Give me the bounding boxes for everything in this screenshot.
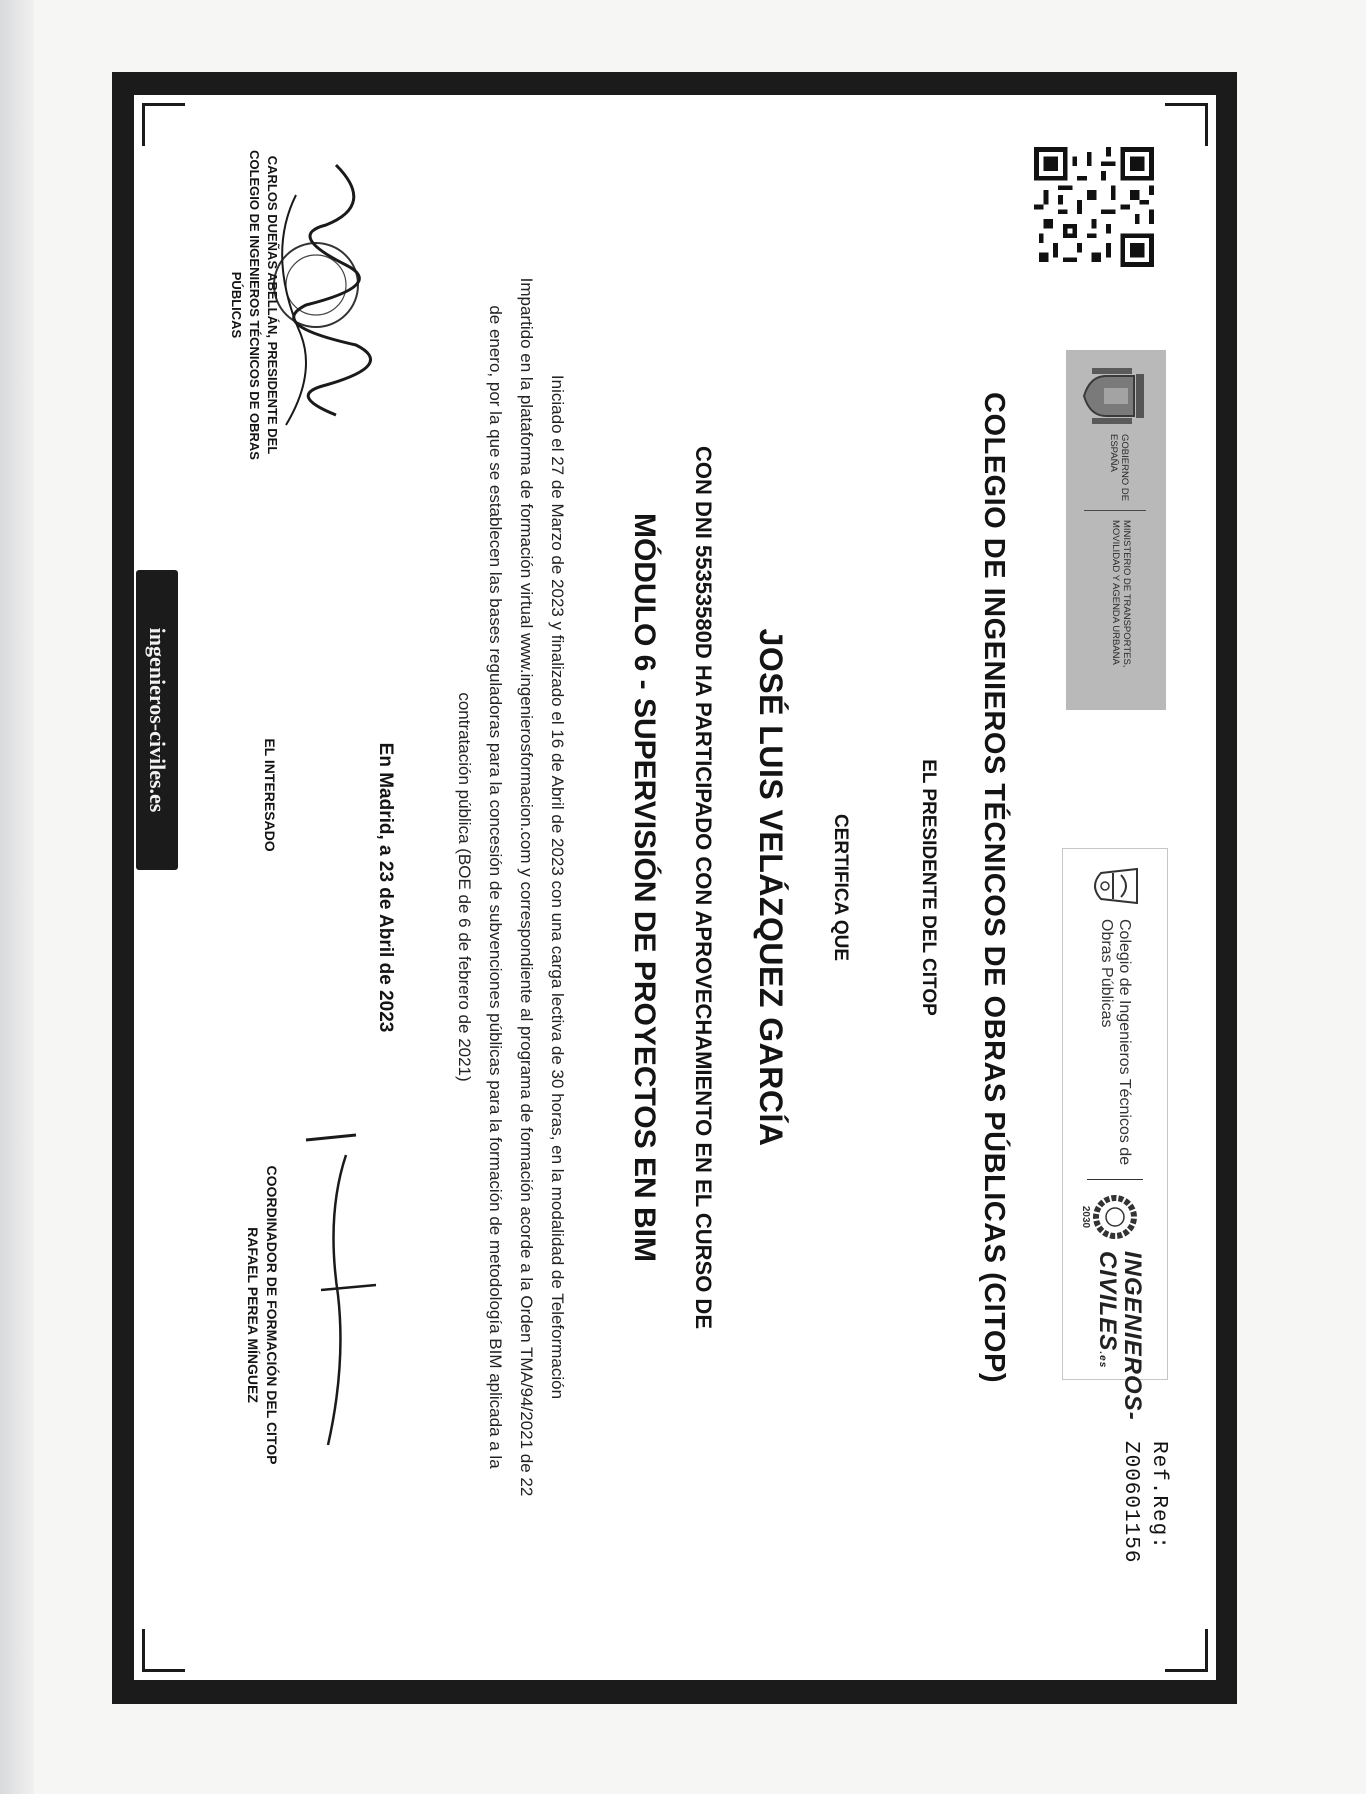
participation-line: CON DNI 55353580D HA PARTICIPADO CON APROVECHAMIENTO EN EL CURSO DE xyxy=(691,445,716,1329)
interesado-label: EL INTERESADO xyxy=(262,738,278,852)
website-label[interactable]: ingenieros-civiles.es xyxy=(145,627,170,813)
coordinator-name: RAFAEL PEREA MÍNGUEZ xyxy=(245,1227,261,1403)
ministerio-label: MINISTERIO DE TRANSPORTES, MOVILIDAD Y AGENDA URBANA xyxy=(1110,520,1132,668)
person-name: JOSÉ LUIS VELÁZQUEZ GARCÍA xyxy=(753,628,789,1147)
brand-suffix: .es xyxy=(1097,1351,1108,1369)
frame-corner xyxy=(142,1629,185,1672)
citop-logo-text: Colegio de Ingenieros Técnicos de Obras Públicas xyxy=(1098,919,1133,1166)
qr-code[interactable] xyxy=(1034,147,1154,267)
ref-reg xyxy=(1116,1441,1172,1621)
organization-title: COLEGIO DE INGENIEROS TÉCNICOS DE OBRAS PÚBLICAS (CITOP) xyxy=(978,392,1010,1383)
course-title: MÓDULO 6 - SUPERVISIÓN DE PROYECTOS EN BIM xyxy=(628,512,661,1262)
ingenieros-civiles-logo xyxy=(1090,1251,1146,1421)
logo-divider xyxy=(1087,1179,1143,1180)
ref-reg-value: Z00601156 xyxy=(1119,1441,1142,1564)
agenda-2030-label: 2030 xyxy=(1080,1205,1091,1229)
brand-name: INGENIEROS-CIVILES xyxy=(1094,1251,1146,1421)
course-program-paragraph: Impartido en la plataforma de formación virtual www.ingenierosformacion.com y correspondiente al programa de formación acorde a la Orden TMA/94/2021 de 22 de enero, por la que se establecen las bases reguladoras para la concesión de subvenciones públicas para la formación de metodología BIM aplicada a la contratación pública (BOE de 6 de febrero de 2021) xyxy=(455,277,536,1497)
president-line: EL PRESIDENTE DEL CITOP xyxy=(918,759,939,1016)
president-line-2: COLEGIO DE INGENIEROS TÉCNICOS DE OBRAS xyxy=(247,150,262,460)
frame-corner xyxy=(142,103,185,146)
ministry-logo xyxy=(1066,350,1166,710)
date-place: En Madrid, a 23 de Abril de 2023 xyxy=(375,742,396,1033)
website-tab[interactable] xyxy=(136,570,178,870)
president-line-1: CARLOS DUEÑAS ABELLÁN, PRESIDENTE DEL xyxy=(265,155,280,455)
logo-divider xyxy=(1084,510,1146,511)
course-dates-paragraph: Iniciado el 27 de Marzo de 2023 y finalizado el 16 de Abril de 2023 con una carga lectiva de 30 horas, en la modalidad de Teleformación xyxy=(548,374,567,1400)
frame-corner xyxy=(1165,1629,1208,1672)
scan-shadow xyxy=(0,0,34,1794)
coordinator-signature-block xyxy=(243,1135,281,1495)
certifies-line: CERTIFICA QUE xyxy=(830,813,851,962)
ref-reg-label: Ref.Reg: xyxy=(1147,1441,1170,1550)
frame-corner xyxy=(1165,103,1208,146)
citop-logo-box xyxy=(1062,848,1168,1421)
president-line-3: PÚBLICAS xyxy=(229,271,244,339)
coordinator-signature xyxy=(276,1115,416,1465)
agenda-2030-icon xyxy=(1093,1195,1137,1239)
president-signature-block xyxy=(227,145,281,465)
citop-emblem-icon xyxy=(1087,863,1145,909)
course-details xyxy=(449,277,573,1497)
certificate-content xyxy=(134,95,1216,1680)
coordinator-title: COORDINADOR DE FORMACIÓN DEL CITOP xyxy=(264,1165,280,1465)
gobierno-label: GOBIERNO DE ESPAÑA xyxy=(1108,434,1130,502)
coat-of-arms-icon xyxy=(1082,368,1150,424)
